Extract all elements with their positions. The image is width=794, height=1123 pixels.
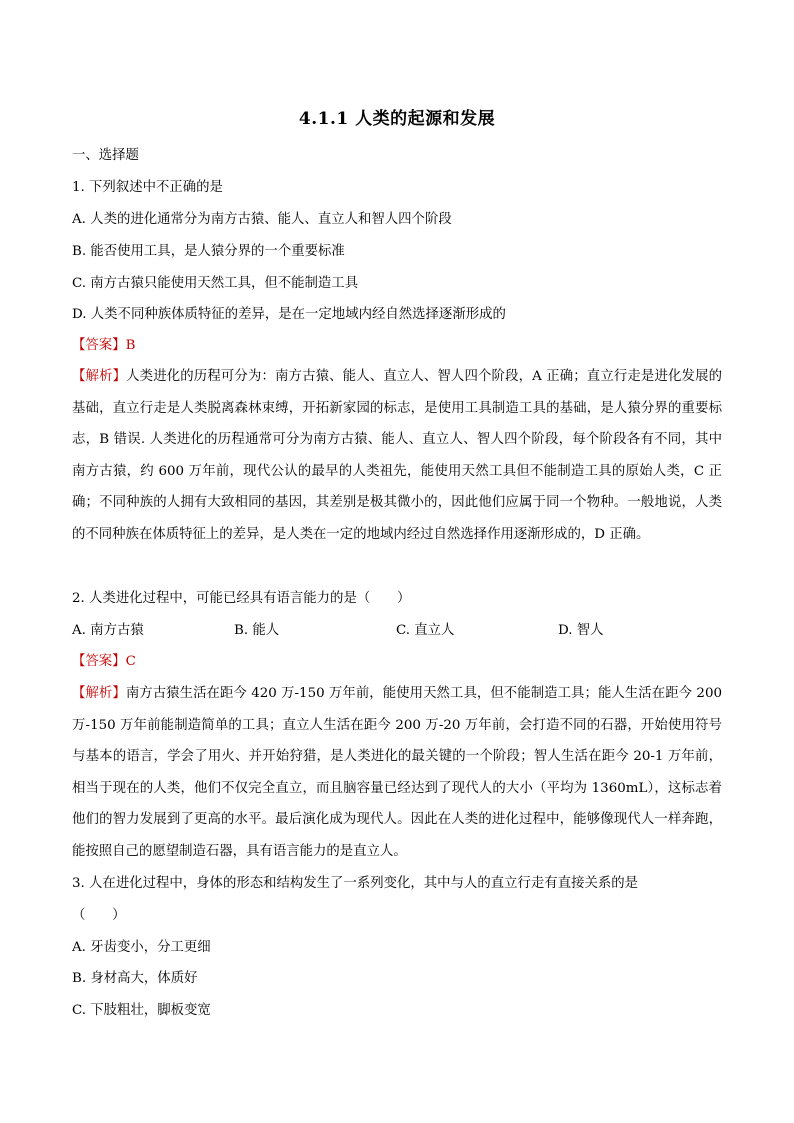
analysis-text: 人类进化的历程可分为：南方古猿、能人、直立人、智人四个阶段，A 正确；直立行走是进化发展的基础，直立行走是人类脱离森林束缚，开拓新家园的标志，是使用工具制造工具的基础，是人猿分界的重要标志，B 错误. 人类进化的历程通常可分为南方古猿、能人、直立人、智人四个阶段，每个阶段各有不同，其中南方古猿，约 600 万年前，现代公认的最早的人类祖先，能使用天然工具但不能制造工具的原始人类，C 正确；不同种族的人拥有大致相同的基因，其差别是极其微小的，因此他们应属于同一个物种。一般地说，人类的不同种族在体质特征上的差异，是人类在一定的地域内经过自然选择作用逐渐形成的，D 正确。 <box>72 369 722 542</box>
question-2-option-b: B. 能人 <box>234 623 280 638</box>
question-1-option-b: B. 能否使用工具，是人猿分界的一个重要标准 <box>72 244 345 259</box>
question-1-option-c: C. 南方古猿只能使用天然工具，但不能制造工具 <box>72 276 359 291</box>
question-3-paren: （ ） <box>72 908 126 923</box>
question-2-option-d: D. 智人 <box>558 623 604 638</box>
answer-value: B <box>125 338 136 353</box>
question-2-answer <box>72 653 136 671</box>
question-3-option-c: C. 下肢粗壮，脚板变宽 <box>72 1003 211 1018</box>
page-title: 4.1.1 人类的起源和发展 <box>298 109 496 129</box>
question-3-stem: 3. 人在进化过程中，身体的形态和结构发生了一系列变化，其中与人的直立行走有直接关系的是 <box>72 876 639 891</box>
analysis-text: 南方古猿生活在距今 420 万-150 万年前，能使用天然工具，但不能制造工具；能人生活在距今 200 万-150 万年前能制造简单的工具；直立人生活在距今 200 万-20 万年前，会打造不同的石器，开始使用符号与基本的语言，学会了用火、并开始狩猎，是人类进化的最关键的一个阶段；智人生活在距今 20-1 万年前，相当于现在的人类，他们不仅完全直立，而且脑容量已经达到了现代人的大小（平均为 1360mL），这标志着他们的智力发展到了更高的水平。最后演化成为现代人。因此在人类的进化过程中，能够像现代人一样奔跑，能按照自己的愿望制造石器，具有语言能力的是直立人。 <box>72 686 722 859</box>
question-2-analysis <box>72 678 722 867</box>
question-1-analysis <box>72 361 722 550</box>
section-heading: 一、选择题 <box>72 148 139 163</box>
answer-value: C <box>125 654 136 669</box>
answer-tag: 【答案】 <box>72 654 126 669</box>
analysis-tag: 【解析】 <box>72 686 126 701</box>
question-2-stem: 2. 人类进化过程中，可能已经具有语言能力的是（ ） <box>72 591 411 606</box>
question-3-option-a: A. 牙齿变小，分工更细 <box>72 940 211 955</box>
question-1-option-d: D. 人类不同种族体质特征的差异，是在一定地域内经自然选择逐渐形成的 <box>72 307 506 322</box>
question-1-stem: 1. 下列叙述中不正确的是 <box>72 180 223 195</box>
question-2-option-a: A. 南方古猿 <box>72 623 144 638</box>
answer-tag: 【答案】 <box>72 338 126 353</box>
question-1-answer <box>72 337 135 355</box>
analysis-tag: 【解析】 <box>72 369 127 384</box>
question-2-option-c: C. 直立人 <box>396 623 455 638</box>
question-1-option-a: A. 人类的进化通常分为南方古猿、能人、直立人和智人四个阶段 <box>72 212 452 227</box>
question-3-option-b: B. 身材高大，体质好 <box>72 971 198 986</box>
